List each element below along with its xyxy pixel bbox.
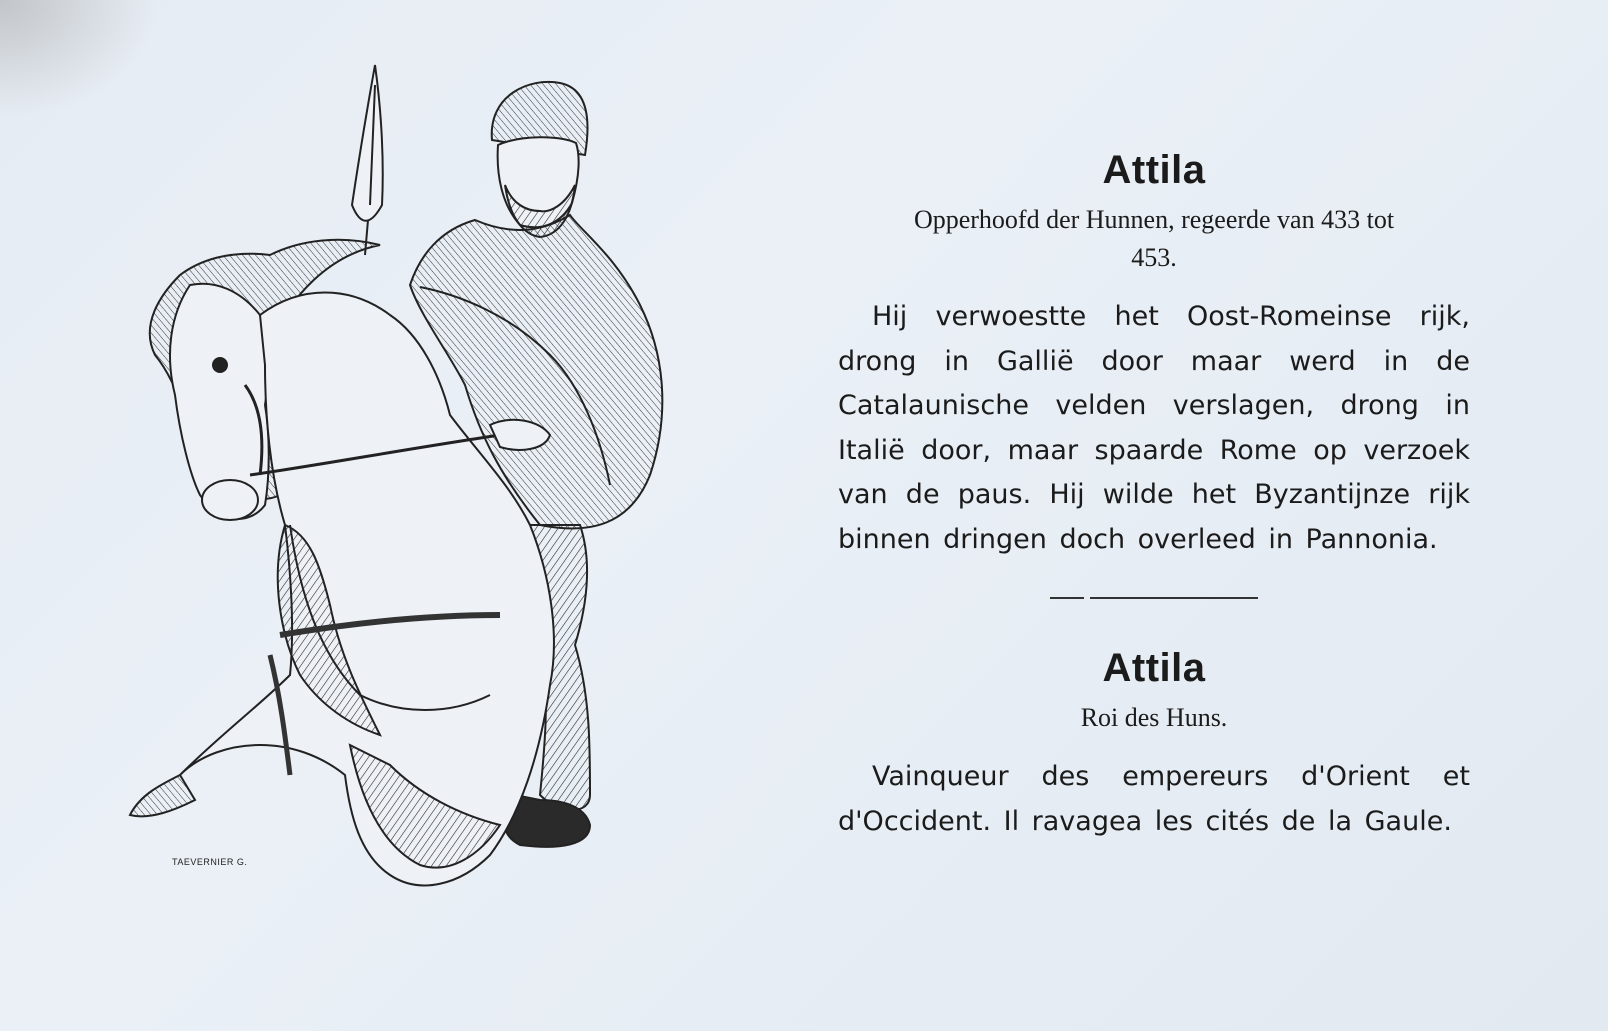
artist-signature: TAEVERNIER G. [172,857,248,867]
french-subtitle: Roi des Huns. [1080,703,1228,732]
dutch-title: Attila [1102,148,1206,192]
french-text-block [838,646,1470,844]
french-title: Attila [1102,646,1206,690]
separator-short [1050,597,1084,599]
dutch-text-block [838,148,1470,562]
horseman-with-spear-icon [120,55,700,915]
separator-long [1090,597,1258,599]
dutch-subtitle: Opperhoofd der Hunnen, regeerde van 433 tot 453. [913,205,1395,272]
dutch-body: Hij verwoestte het Oost-Romeinse rijk, drong in Gallië door maar werd in de Catalaunische velden verslagen, drong in Italië door, maar spaarde Rome op verzoek van de paus. Hij wilde het Byzantijnze rijk binnen dringen doch overleed in Pannonia. [838,301,1470,555]
spear [352,65,383,255]
french-body: Vainqueur des empereurs d'Orient et d'Occident. Il ravagea les cités de la Gaule. [838,761,1470,837]
